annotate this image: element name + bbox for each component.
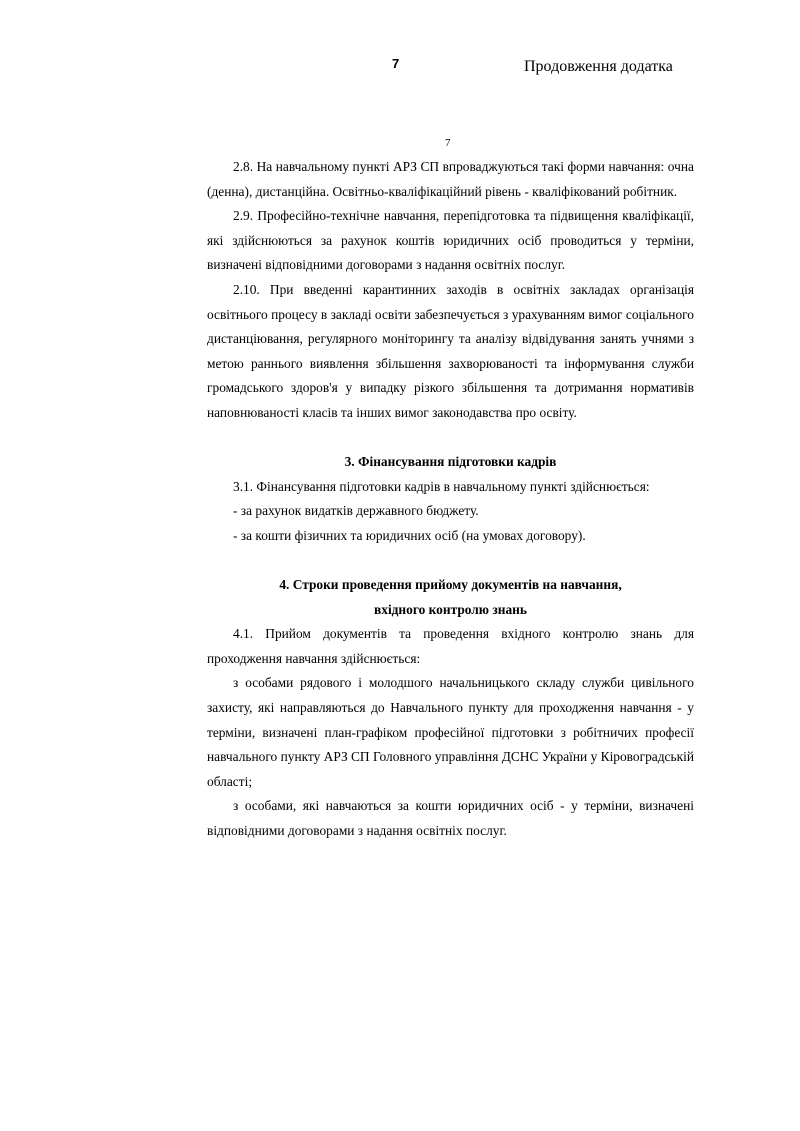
- header-page-number: 7: [392, 56, 400, 71]
- document-body: [207, 155, 694, 844]
- paragraph-2-9: 2.9. Професійно-технічне навчання, перепідготовка та підвищення кваліфікації, які здійснюються за рахунок коштів юридичних осіб проводиться у терміни, визначені відповідними договорами з надання освітніх послуг.: [207, 208, 694, 273]
- paragraph-2-8: 2.8. На навчальному пункті АРЗ СП впроваджуються такі форми навчання: очна (денна), дистанційна. Освітньо-кваліфікаційний рівень - кваліфікований робітник.: [207, 159, 694, 199]
- paragraph-4-1-b: з особами, які навчаються за кошти юридичних осіб - у терміни, визначені відповідними договорами з надання освітніх послуг.: [207, 798, 694, 839]
- spacer: [207, 549, 694, 574]
- spacer: [207, 426, 694, 451]
- list-item-private-funds: - за кошти фізичних та юридичних осіб (на умовах договору).: [233, 527, 586, 543]
- paragraph-4-1-a: з особами рядового і молодшого начальницького складу служби цивільного захисту, які направляються до Навчального пункту для проходження навчання - у терміни, визначені план-графіком професійної підготовки з робітничих професії навчального пункту АРЗ СП Головного управління ДСНС України у Кіровоградській області;: [207, 675, 694, 789]
- section-4-heading-line2: вхідного контролю знань: [374, 601, 527, 617]
- paragraph-2-10: 2.10. При введенні карантинних заходів в освітніх закладах організація освітнього процесу в закладі освіти забезпечується з урахуванням вимог соціального дистанціювання, регулярного моніторингу та аналізу відвідування занять учнями з метою раннього виявлення збільшення захворюваності та інформування служби громадського здоров'я у випадку різкого збільшення та дотримання нормативів наповнюваності класів та інших вимог законодавства про освіту.: [207, 281, 694, 420]
- section-4-heading-line1: 4. Строки проведення прийому документів на навчання,: [279, 577, 622, 593]
- inner-page-number: 7: [445, 137, 451, 149]
- list-item-budget: - за рахунок видатків державного бюджету.: [233, 503, 479, 519]
- header-title: Продовження додатка: [524, 58, 673, 75]
- paragraph-4-1: 4.1. Прийом документів та проведення вхідного контролю знань для проходження навчання здійснюється:: [207, 626, 694, 666]
- section-3-heading: 3. Фінансування підготовки кадрів: [344, 454, 557, 470]
- paragraph-3-1: 3.1. Фінансування підготовки кадрів в навчальному пункті здійснюється:: [233, 478, 650, 494]
